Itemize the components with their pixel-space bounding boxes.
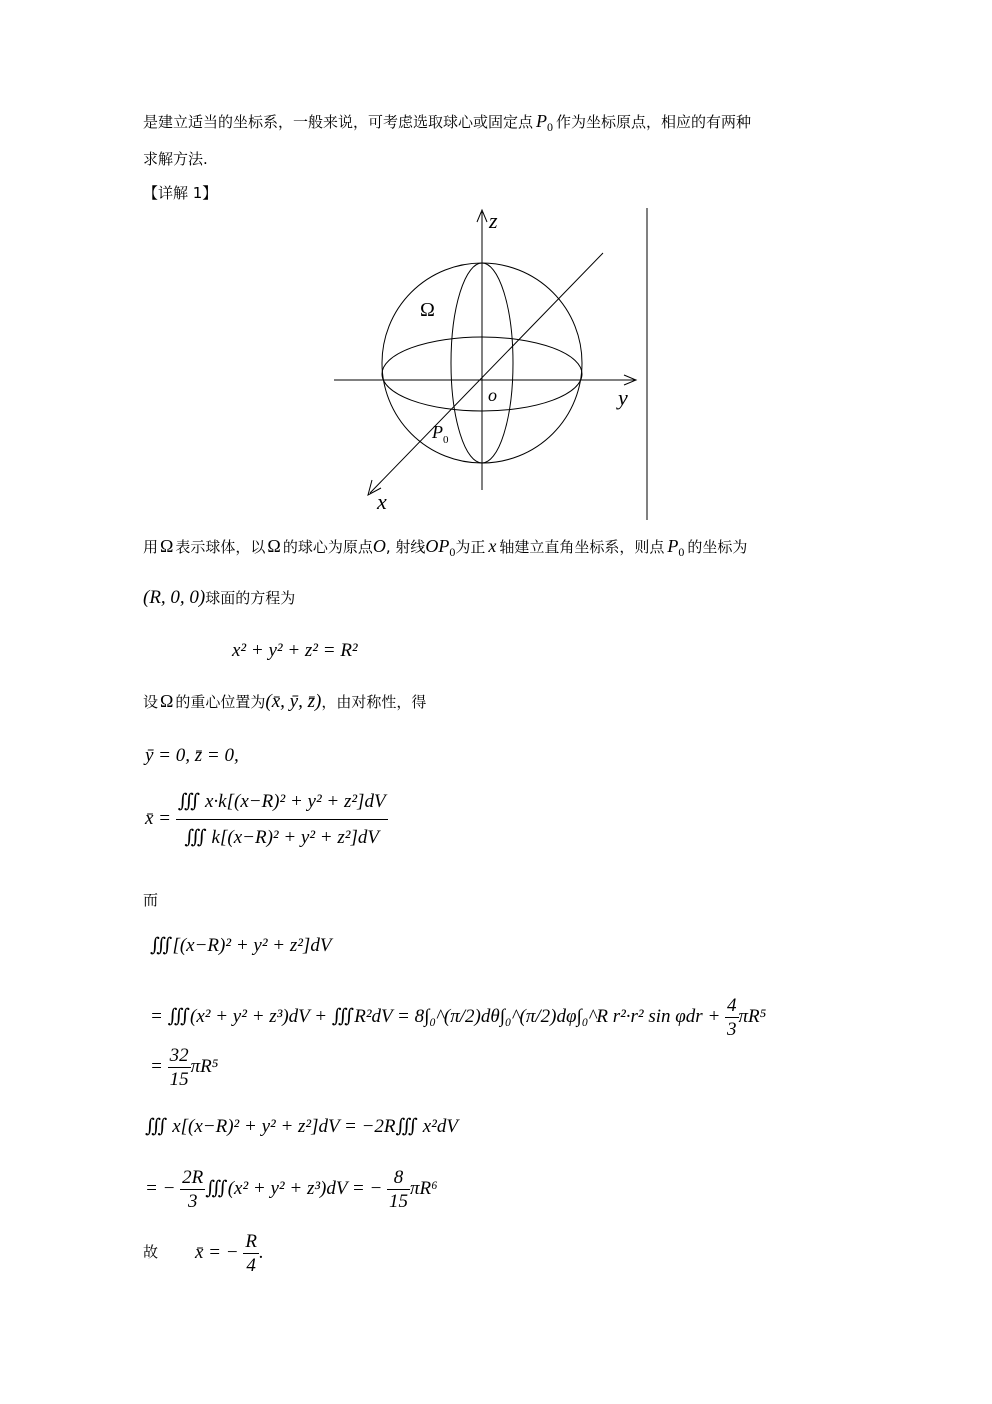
para1-line2: 求解方法. [143, 150, 208, 168]
eq-final: x̄ = − $\frac{R}{4}$ . [195, 1231, 264, 1276]
para3: (R, 0, 0)球面的方程为 [143, 587, 296, 608]
label-y: y [618, 385, 628, 410]
word-gu: 故 [143, 1243, 159, 1261]
para4: 设 Ω 的重心位置为(x̄, ȳ, z̄)，由对称性，得 [143, 691, 427, 712]
label-z: z [489, 208, 498, 233]
label-origin: o [488, 385, 497, 405]
para2: 用 Ω 表示球体，以 Ω 的球心为原点O, 射线$OP_0$为正 x 轴建立直角坐标系，则点 $P_0$ 的坐标为 [143, 536, 748, 559]
eq-xbar-fraction: x̄ = $\frac{\text{∭ x·k[(x−R)² + y² + z²]dV}}{\text{∭ k[(x−R)² + y² + z²]dV}}$ [145, 791, 386, 848]
xbar-denominator: ∭ k[(x−R)² + y² + z²]dV [184, 827, 379, 848]
para1-line1: 是建立适当的坐标系，一般来说，可考虑选取球心或固定点 $P_0$ 作为坐标原点，相应的有两种 [143, 111, 752, 134]
xbar-numerator: ∭ x·k[(x−R)² + y² + z²]dV [176, 792, 388, 820]
label-omega: Ω [420, 299, 435, 321]
eq-y-z-zero: ȳ = 0, z̄ = 0, [145, 745, 239, 766]
label-p0: $P_0$ [432, 422, 449, 446]
eq-a2: = ∭(x² + y² + z³)dV + ∭R²dV = 8∫₀^(π/2)dθ∫₀^(π/2)dφ∫₀^R r²·r² sin φdr + $\frac{4}{3}$ πR⁵ [150, 995, 767, 1040]
eq-b1: ∭ x[(x−R)² + y² + z²]dV = −2R∭ x²dV [145, 1116, 458, 1137]
section-heading: 【详解 1】 [143, 184, 218, 202]
sphere-equation: x² + y² + z² = R² [232, 640, 358, 661]
eq-a1: ∭[(x−R)² + y² + z²]dV [150, 935, 332, 956]
sphere-figure [320, 200, 660, 525]
label-x: x [377, 489, 387, 514]
eq-a3: = $\frac{32}{15}$ πR⁵ [150, 1045, 219, 1090]
eq-b2: = − $\frac{2R}{3}$ ∭(x² + y² + z³)dV = − $\frac{8}{15}$ πR⁶ [145, 1167, 438, 1212]
word-er: 而 [143, 891, 159, 909]
x-axis [370, 253, 603, 493]
